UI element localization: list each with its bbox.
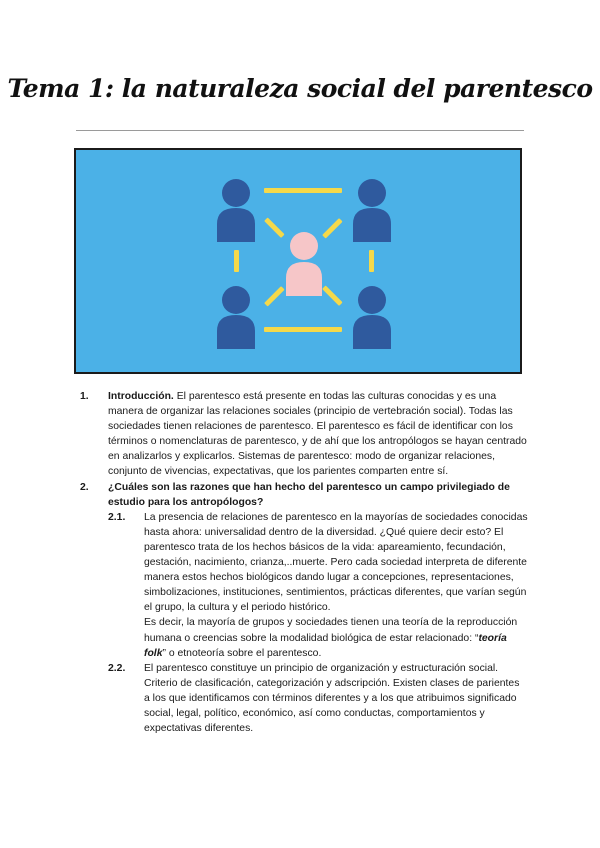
connector-diag-tl [264,217,285,238]
person-icon-bottom-right [353,286,391,349]
center-person-icon [286,232,322,296]
connector-diag-tr [322,218,343,239]
section-paragraph [108,389,528,480]
subsection-number: 2.2. [108,662,126,674]
connector-bottom [264,327,342,332]
subsection-2-1 [108,510,528,661]
page-title: Tema 1: la naturaleza social del parentesco [7,74,593,103]
subsection-2-2 [108,661,528,736]
section-1 [80,389,528,480]
subsection-number: 2.1. [108,511,126,523]
subsection-text-2: Es decir, la mayoría de grupos y sociedades tienen una teoría de la reproducción humana o creencias sobre la modalidad biológica de estar relacionado: “teoría folk” o etnoteoría sobre el parentesco. [144,617,518,659]
document-body [80,389,528,736]
section-heading: ¿Cuáles son las razones que han hecho del parentesco un campo privilegiado de estudio para los antropólogos? [108,481,510,508]
person-icon-bottom-left [217,286,255,349]
person-icon-top-right [353,179,391,242]
section-number: 1. [80,391,89,402]
section-number: 2. [80,481,89,493]
subsection-text: La presencia de relaciones de parentesco en la mayorías de sociedades conocidas hasta ahora: universalidad dentro de la diversidad. ¿Qué quiere decir esto? El parentesco trata de los hechos básicos de la vida: apareamiento, fecundación, gestación, nacimiento, crianza,..muerte. Pero cada sociedad interpreta de diferente manera estos hechos biológicos dando lugar a concepciones, representaciones, simbolizaciones, instituciones, sentimientos, prácticas diferentes, que varían según el grupo, la cultura y el periodo histórico. [144,511,528,614]
section-2 [80,480,528,737]
connector-right [369,250,374,272]
section-heading: Introducción. [108,391,174,402]
kinship-illustration [74,148,522,374]
connector-top [264,188,342,193]
connector-diag-bl [264,286,285,307]
title-divider [76,130,524,131]
connector-left [234,250,239,272]
section-text: El parentesco está presente en todas las culturas conocidas y es una manera de organizar las relaciones sociales (principio de vertebración social). Todas las sociedades tienen relaciones de parentesco. El parentesco es fácil de identificar con los términos o nomenclaturas de parentesco, y de ahí que los antropólogos se hayan centrado en analizarlos y explicarlos. Sistemas de parentesco: modo de organizar relaciones, conjunto de vivencias, expectativas, que los parientes comparten entre sí. [108,391,527,478]
emphasis-term: teoría folk [144,632,507,659]
connector-diag-br [322,285,343,306]
kinship-network-graphic [76,150,520,372]
person-icon-top-left [217,179,255,242]
subsection-text: El parentesco constituye un principio de organización y estructuración social. Criterio de clasificación, categorización y adscripción. Existen clases de parientes a los que identificamos con términos diferentes y a los que atribuimos significado social, legal, político, económico, así como conductas, comportamientos y expectativas diferentes. [144,662,520,735]
